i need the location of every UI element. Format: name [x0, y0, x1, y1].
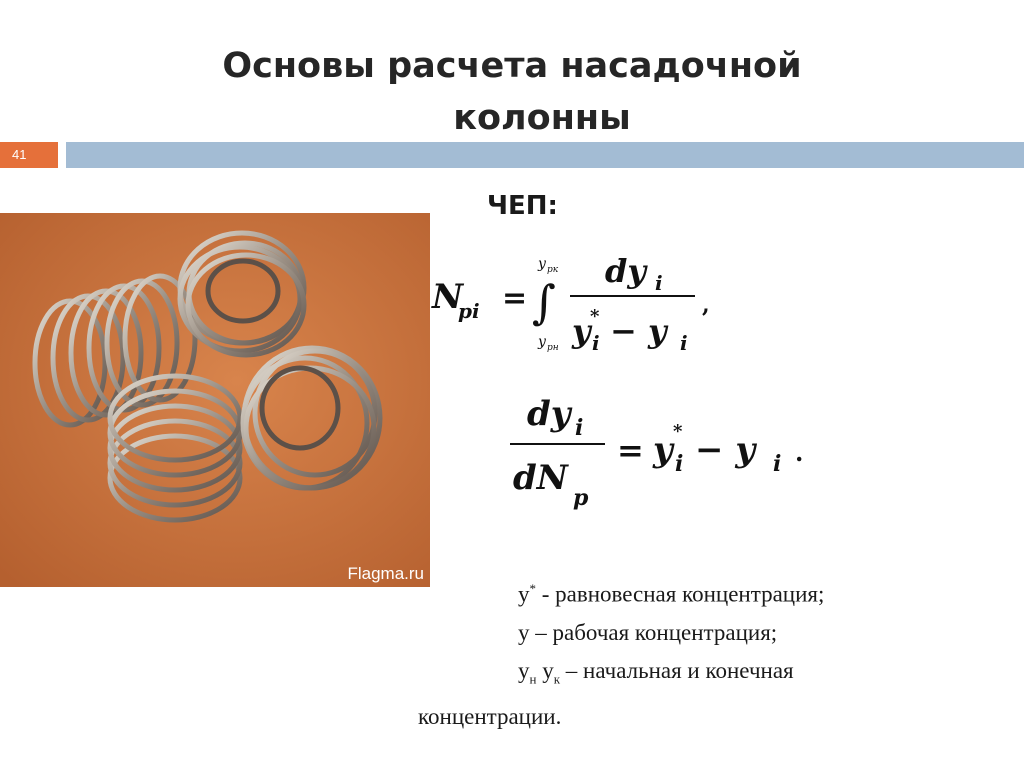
f1-int-upper: y — [538, 256, 546, 272]
f1-int-lower-sub: pн — [547, 343, 559, 353]
f2-trail: . — [795, 438, 804, 467]
definition-initial-final: $y_н$ $y_к$ – начальная и конечная — [518, 657, 794, 687]
packing-rings-image — [0, 213, 430, 587]
f2-equals: = — [617, 431, 644, 469]
f1-denominator-rest: − y — [610, 312, 667, 350]
f1-numerator-sub: i — [655, 271, 663, 295]
definition-equilibrium: y* - равновесная концентрация; — [518, 581, 825, 607]
f2-numerator: dy — [527, 394, 571, 434]
f2-rhs-sup: * — [673, 421, 683, 442]
formula-differential — [505, 385, 825, 515]
formula-transfer-units — [430, 250, 720, 360]
f1-trail: , — [702, 292, 710, 318]
f2-rhs-rest-sub: i — [773, 451, 782, 477]
f2-fraction-bar — [510, 443, 605, 445]
f1-int-lower: y — [538, 334, 546, 350]
packing-rings-photo — [0, 213, 430, 587]
f2-denominator-sub: p — [573, 485, 589, 511]
f2-rhs: y — [653, 430, 673, 470]
f1-int-upper-sub: pк — [547, 265, 559, 275]
definition-continuation: концентрации. — [418, 704, 562, 730]
section-heading: ЧЕП: — [487, 191, 558, 221]
f1-denominator-sub: i — [592, 331, 600, 355]
title-line-2: колонны — [453, 98, 631, 138]
f2-numerator-sub: i — [575, 415, 584, 441]
f1-denominator-sup: * — [590, 306, 600, 327]
f1-numerator: dy — [605, 252, 646, 290]
slide-title — [0, 40, 1024, 144]
f2-denominator: dN — [513, 458, 568, 498]
f1-lhs: N — [432, 277, 464, 317]
header-bar — [66, 142, 1024, 168]
f1-fraction-bar — [570, 295, 695, 297]
slide-number: 41 — [0, 142, 58, 168]
photo-watermark: Flagma.ru — [347, 564, 424, 583]
f1-denominator-rest-sub: i — [680, 331, 688, 355]
f1-integral-icon: ∫ — [532, 275, 556, 329]
definitions-block — [418, 570, 1018, 736]
title-line-1: Основы расчета насадочной — [222, 46, 802, 86]
definition-working: y – рабочая концентрация; — [518, 619, 778, 645]
f1-equals: = — [502, 281, 528, 316]
f2-rhs-sub: i — [675, 451, 684, 477]
f2-rhs-rest: − y — [695, 430, 756, 470]
f1-denominator: y — [572, 312, 591, 350]
f1-lhs-sub: pi — [458, 299, 480, 323]
